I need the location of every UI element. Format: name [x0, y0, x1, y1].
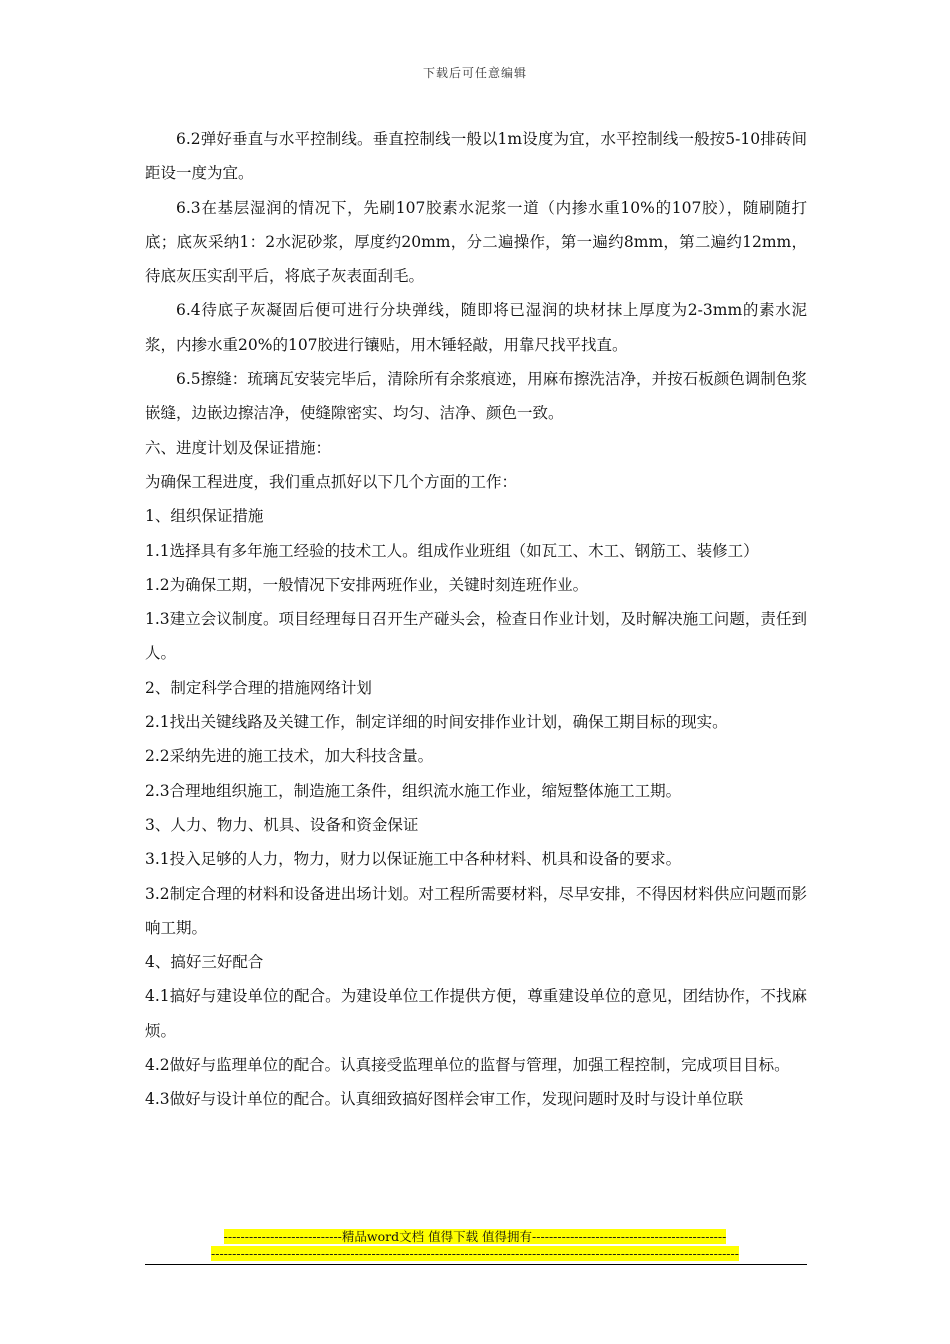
paragraph-3-2: 3.2制定合理的材料和设备进出场计划。对工程所需要材料，尽早安排，不得因材料供应问题而影响工期。 [145, 884, 807, 937]
paragraph-4-2: 4.2做好与监理单位的配合。认真接受监理单位的监督与管理，加强工程控制，完成项目目标。 [145, 1056, 790, 1075]
paragraph-intro: 为确保工程进度，我们重点抓好以下几个方面的工作： [145, 472, 518, 491]
page-header: 下载后可任意编辑 [422, 66, 527, 80]
paragraph-1-2: 1.2为确保工期，一般情况下安排两班作业，关键时刻连班作业。 [145, 575, 589, 594]
paragraph-2-2: 2.2采纳先进的施工技术，加大科技含量。 [145, 747, 434, 766]
footer-banner [0, 1228, 950, 1245]
subheading-organization: 1、组织保证措施 [145, 507, 264, 526]
subheading-cooperation: 4、搞好三好配合 [145, 953, 264, 972]
paragraph-1-3: 1.3建立会议制度。项目经理每日召开生产碰头会，检查日作业计划，及时解决施工问题，责任到人。 [145, 610, 807, 663]
paragraph-2-3: 2.3合理地组织施工，制造施工条件，组织流水施工作业，缩短整体施工工期。 [145, 781, 682, 800]
subheading-network-plan: 2、制定科学合理的措施网络计划 [145, 678, 372, 697]
footer-banner-text: ----------------------------精品word文档 值得下载 值得拥有---------------------------------------------- [223, 1229, 727, 1244]
paragraph-1-1: 1.1选择具有多年施工经验的技术工人。组成作业班组（如瓦工、木工、钢筋工、装修工） [145, 541, 759, 560]
footer-rule [145, 1264, 807, 1265]
document-body [145, 122, 807, 1117]
paragraph-6-2: 6.2弹好垂直与水平控制线。垂直控制线一般以1m设度为宜，水平控制线一般按5-10排砖间距设一度为宜。 [145, 130, 807, 183]
paragraph-3-1: 3.1投入足够的人力，物力，财力以保证施工中各种材料、机具和设备的要求。 [145, 850, 682, 869]
paragraph-6-3: 6.3在基层湿润的情况下，先刷107胶素水泥浆一道（内掺水重10%的107胶），随刷随打底；底灰采纳1：2水泥砂浆，厚度约20mm，分二遍操作，第一遍约8mm，第二遍约12mm，待底灰压实刮平后，将底子灰表面刮毛。 [145, 198, 807, 286]
paragraph-6-4: 6.4待底子灰凝固后便可进行分块弹线，随即将已湿润的块材抹上厚度为2-3mm的素水泥浆，内掺水重20%的107胶进行镶贴，用木锤轻敲，用靠尺找平找直。 [145, 301, 807, 354]
section-heading-schedule: 六、进度计划及保证措施： [145, 438, 332, 457]
footer-dash-line [0, 1245, 950, 1262]
paragraph-4-1: 4.1搞好与建设单位的配合。为建设单位工作提供方便，尊重建设单位的意见，团结协作，不找麻烦。 [145, 987, 807, 1040]
footer-dash-text: ----------------------------------------------------------------------------------------------------------------------------- [211, 1246, 739, 1261]
paragraph-4-3: 4.3做好与设计单位的配合。认真细致搞好图样会审工作，发现问题时及时与设计单位联 [145, 1090, 744, 1109]
paragraph-6-5: 6.5擦缝：琉璃瓦安装完毕后，清除所有余浆痕迹，用麻布擦洗洁净，并按石板颜色调制色浆嵌缝，边嵌边擦洁净，使缝隙密实、均匀、洁净、颜色一致。 [145, 370, 807, 423]
subheading-resources: 3、人力、物力、机具、设备和资金保证 [145, 815, 419, 834]
paragraph-2-1: 2.1找出关键线路及关键工作，制定详细的时间安排作业计划，确保工期目标的现实。 [145, 713, 728, 732]
